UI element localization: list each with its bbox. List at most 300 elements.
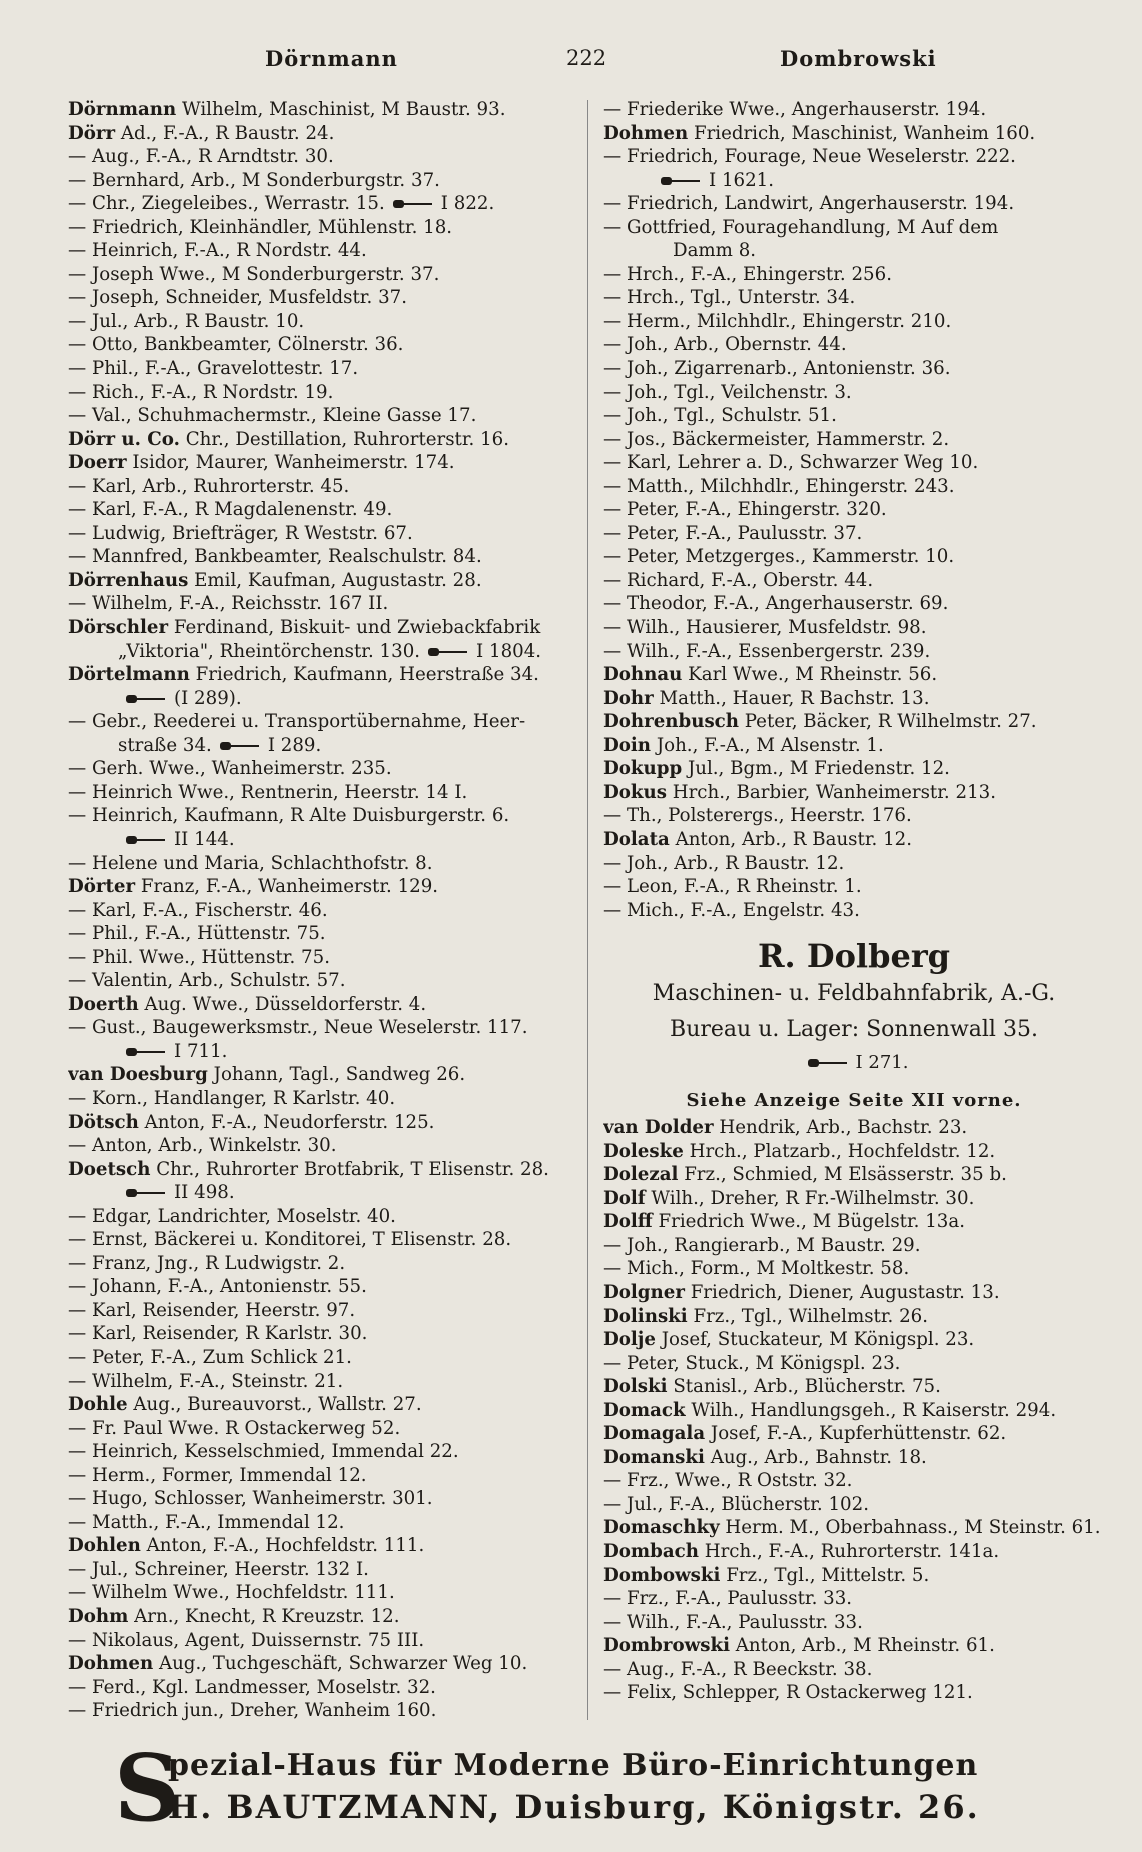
page-number: 222 (566, 46, 607, 70)
entry-text: — Peter, Stuck., M Königspl. 23. (603, 1352, 901, 1374)
entry-text: — Karl, F.-A., R Magdalenenstr. 49. (68, 499, 393, 521)
entry-text: Stanisl., Arb., Blücherstr. 75. (667, 1376, 941, 1398)
left-column (68, 98, 578, 1723)
directory-entry (68, 1063, 578, 1087)
entry-text: — Gerh. Wwe., Wanheimerstr. 235. (68, 758, 392, 780)
entry-text: — Karl, Reisender, R Karlstr. 30. (68, 1323, 368, 1345)
entry-text: Arn., Knecht, R Kreuzstr. 12. (128, 1606, 400, 1627)
entry-surname: Domanski (603, 1446, 705, 1468)
entry-text: Friedrich, Maschinist, Wanheim 160. (688, 122, 1036, 144)
directory-entry (68, 192, 578, 216)
directory-entry (68, 1652, 578, 1676)
entry-surname: Dohnau (603, 664, 683, 686)
entry-text: Herm. M., Oberbahnass., M Steinstr. 61. (719, 1517, 1101, 1539)
telephone-number: I 289. (267, 734, 322, 756)
entry-surname: Domack (603, 1399, 686, 1421)
entry-text: straße 34. (118, 734, 212, 756)
entry-surname: Dörschler (68, 617, 169, 639)
entry-text: Anton, F.-A., Hochfeldstr. 111. (140, 1535, 425, 1557)
directory-entry (68, 1370, 578, 1394)
directory-entry (68, 357, 578, 381)
entry-text: — Jos., Bäckermeister, Hammerstr. 2. (603, 428, 950, 450)
entry-surname: Doetsch (68, 1158, 151, 1180)
entry-surname: Dolje (603, 1329, 656, 1351)
telephone-number: II 498. (174, 1182, 235, 1204)
directory-entry (603, 1658, 1105, 1682)
directory-entry (603, 475, 1105, 499)
directory-entry (603, 1375, 1105, 1399)
entry-surname: Dokus (603, 781, 667, 803)
entry-text: Aug., Bureauvorst., Wallstr. 27. (127, 1394, 422, 1416)
telephone-number: I 1804. (476, 640, 542, 662)
entry-text: — Richard, F.-A., Oberstr. 44. (603, 569, 874, 591)
directory-entry (68, 1111, 578, 1135)
entry-text: — Phil., F.-A., Hüttenstr. 75. (68, 923, 326, 945)
ad-line-address: Bureau u. Lager: Sonnenwall 35. (670, 1017, 1038, 1043)
footer-initial: S (114, 1734, 181, 1842)
ad-title: R. Dolberg (757, 937, 951, 976)
directory-entry (68, 122, 578, 146)
directory-entry (603, 1516, 1105, 1540)
directory-entry (68, 1275, 578, 1299)
directory-entry (603, 1234, 1105, 1258)
directory-entry (68, 1629, 578, 1653)
entry-text: — Bernhard, Arb., M Sonderburgstr. 37. (68, 169, 440, 191)
entry-text: — Joh., Arb., R Baustr. 12. (603, 852, 845, 874)
directory-entry (68, 428, 578, 452)
entry-text: — Joh., Arb., Obernstr. 44. (603, 334, 847, 356)
directory-entry (68, 169, 578, 193)
directory-entry (68, 592, 578, 616)
directory-entry (68, 781, 578, 805)
entry-surname: Doin (603, 734, 652, 756)
directory-entry (603, 1611, 1105, 1635)
right-column-bottom-entries (603, 1116, 1105, 1705)
entry-text: — Herm., Former, Immendal 12. (68, 1464, 367, 1486)
entry-text: — Aug., F.-A., R Beeckstr. 38. (603, 1658, 873, 1680)
entry-text: — Otto, Bankbeamter, Cölnerstr. 36. (68, 334, 404, 356)
column-divider (587, 100, 588, 1720)
entry-text: — Joh., Zigarrenarb., Antonienstr. 36. (603, 358, 951, 380)
entry-text: — Gottfried, Fouragehandlung, M Auf dem (603, 216, 999, 238)
directory-entry (68, 263, 578, 287)
entry-surname: Doleske (603, 1140, 684, 1162)
directory-entry (603, 1352, 1105, 1376)
entry-text: — Wilhelm, F.-A., Reichsstr. 167 II. (68, 593, 389, 615)
entry-text: — Friederike Wwe., Angerhauserstr. 194. (603, 99, 987, 120)
directory-entry (68, 1181, 578, 1205)
entry-text: Aug., Arb., Bahnstr. 18. (704, 1446, 927, 1468)
entry-surname: Dörtelmann (68, 664, 190, 686)
entry-text: — Wilh., F.-A., Essenbergerstr. 239. (603, 640, 931, 662)
entry-text: — Ferd., Kgl. Landmesser, Moselstr. 32. (68, 1676, 436, 1698)
entry-text: — Th., Polsterergs., Heerstr. 176. (603, 805, 912, 827)
entry-text: — Val., Schuhmachermstr., Kleine Gasse 17. (68, 405, 477, 427)
ad-line-company: Maschinen- u. Feldbahnfabrik, A.-G. (652, 981, 1056, 1007)
entry-text: — Korn., Handlanger, R Karlstr. 40. (68, 1087, 396, 1109)
entry-text: — Heinrich, Kaufmann, R Alte Duisburgerstr. 6. (68, 805, 510, 827)
entry-text: — Matth., Milchhdlr., Ehingerstr. 243. (603, 475, 955, 497)
header-left-guide-word: Dörnmann (265, 46, 398, 71)
telephone-number: I 1621. (709, 169, 775, 191)
entry-text: Hendrik, Arb., Bachstr. 23. (713, 1117, 968, 1139)
entry-text: Hrch., F.-A., Ruhrorterstr. 141a. (698, 1540, 1000, 1562)
directory-entry (68, 1346, 578, 1370)
directory-entry (603, 781, 1105, 805)
directory-entry (68, 545, 578, 569)
entry-surname: Dolinski (603, 1305, 688, 1327)
entry-text: Johann, Tagl., Sandweg 26. (207, 1064, 466, 1086)
entry-text: — Peter, Metzgerges., Kammerstr. 10. (603, 546, 955, 568)
telephone-icon (126, 1046, 168, 1058)
entry-text: — Peter, F.-A., Ehingerstr. 320. (603, 499, 887, 521)
entry-text: — Jul., Schreiner, Heerstr. 132 I. (68, 1558, 369, 1580)
entry-text: — Franz, Jng., R Ludwigstr. 2. (68, 1252, 346, 1274)
telephone-icon (428, 646, 470, 658)
entry-text: — Heinrich, Kesselschmied, Immendal 22. (68, 1441, 459, 1463)
entry-text: — Valentin, Arb., Schulstr. 57. (68, 970, 346, 992)
entry-text: — Nikolaus, Agent, Duissernstr. 75 III. (68, 1629, 425, 1651)
directory-entry (603, 286, 1105, 310)
directory-entry (68, 310, 578, 334)
telephone-icon (220, 740, 262, 752)
directory-entry (603, 1187, 1105, 1211)
entry-surname: Doerr (68, 452, 127, 474)
entry-surname: Dolgner (603, 1281, 685, 1303)
entry-text: — Karl, Arb., Ruhrorterstr. 45. (68, 475, 350, 497)
directory-entry (68, 969, 578, 993)
directory-entry (603, 1634, 1105, 1658)
entry-surname: Dohle (68, 1394, 128, 1416)
entry-text: Hrch., Platzarb., Hochfeldstr. 12. (683, 1140, 996, 1162)
directory-entry (603, 239, 1105, 263)
footer-line-1: pezial-Haus für Moderne Büro-Einrichtungen (168, 1748, 979, 1783)
footer-line-2: H. BAUTZMANN, Duisburg, Königstr. 26. (168, 1788, 980, 1826)
entry-text: Wilhelm, Maschinist, M Baustr. 93. (176, 99, 506, 120)
entry-surname: Doerth (68, 993, 139, 1015)
entry-text: — Peter, F.-A., Zum Schlick 21. (68, 1346, 352, 1368)
directory-entry (603, 1257, 1105, 1281)
entry-text: Ferdinand, Biskuit- und Zwiebackfabrik (168, 617, 541, 639)
directory-entry (603, 1140, 1105, 1164)
directory-entry (603, 875, 1105, 899)
directory-entry (603, 592, 1105, 616)
telephone-number: (I 289). (174, 687, 242, 709)
directory-entry (603, 1210, 1105, 1234)
entry-text: — Fr. Paul Wwe. R Ostackerweg 52. (68, 1417, 401, 1439)
entry-text: — Wilh., Hausierer, Musfeldstr. 98. (603, 617, 927, 639)
directory-entry (68, 1464, 578, 1488)
directory-entry (603, 333, 1105, 357)
directory-entry (68, 640, 578, 664)
telephone-number: I 822. (440, 193, 495, 215)
directory-entry (68, 1581, 578, 1605)
telephone-number: II 144. (174, 828, 235, 850)
entry-text: Anton, F.-A., Neudorferstr. 125. (138, 1111, 435, 1133)
directory-entry (68, 216, 578, 240)
directory-entry (603, 757, 1105, 781)
entry-text: Hrch., Barbier, Wanheimerstr. 213. (666, 781, 996, 803)
directory-entry (603, 404, 1105, 428)
entry-text: Anton, Arb., R Baustr. 12. (669, 828, 912, 850)
directory-entry (68, 1511, 578, 1535)
entry-text: — Anton, Arb., Winkelstr. 30. (68, 1135, 337, 1157)
directory-entry (603, 640, 1105, 664)
entry-text: — Karl, Reisender, Heerstr. 97. (68, 1299, 356, 1321)
directory-entry (68, 451, 578, 475)
directory-entry (603, 663, 1105, 687)
directory-entry (603, 310, 1105, 334)
directory-entry (603, 451, 1105, 475)
directory-entry (603, 1281, 1105, 1305)
entry-text: — Mannfred, Bankbeamter, Realschulstr. 84. (68, 546, 482, 568)
entry-text: — Friedrich, Landwirt, Angerhauserstr. 194. (603, 193, 1015, 215)
directory-entry (68, 1158, 578, 1182)
directory-entry (68, 852, 578, 876)
entry-surname: Dokupp (603, 758, 683, 780)
entry-text: — Joh., Rangierarb., M Baustr. 29. (603, 1234, 921, 1256)
entry-text: — Friedrich jun., Dreher, Wanheim 160. (68, 1700, 437, 1722)
directory-entry (68, 1558, 578, 1582)
directory-entry (603, 1422, 1105, 1446)
directory-entry (68, 1417, 578, 1441)
directory-entry (603, 804, 1105, 828)
entry-surname: Dohlen (68, 1535, 141, 1557)
entry-text: — Wilhelm Wwe., Hochfeldstr. 111. (68, 1582, 395, 1604)
entry-text: Frz., Schmied, M Elsässerstr. 35 b. (678, 1164, 1007, 1186)
entry-surname: Dolata (603, 828, 670, 850)
entry-surname: Dörr (68, 122, 116, 144)
directory-entry (603, 734, 1105, 758)
entry-text: — Rich., F.-A., R Nordstr. 19. (68, 381, 334, 403)
directory-entry (68, 404, 578, 428)
directory-entry (68, 522, 578, 546)
directory-entry (68, 875, 578, 899)
directory-entry (603, 122, 1105, 146)
telephone-icon (126, 834, 168, 846)
directory-entry (68, 1393, 578, 1417)
entry-text: — Karl, Lehrer a. D., Schwarzer Weg 10. (603, 452, 979, 474)
entry-text: — Phil., F.-A., Gravelottestr. 17. (68, 358, 359, 380)
directory-entry (603, 1540, 1105, 1564)
entry-text: Frz., Tgl., Mittelstr. 5. (720, 1564, 930, 1586)
entry-text: — Joseph Wwe., M Sonderburgerstr. 37. (68, 263, 440, 285)
entry-text: Franz, F.-A., Wanheimerstr. 129. (135, 876, 439, 898)
entry-text: Josef, F.-A., Kupferhüttenstr. 62. (705, 1423, 1007, 1445)
directory-entry (603, 545, 1105, 569)
directory-entry (603, 687, 1105, 711)
directory-entry (603, 899, 1105, 923)
entry-surname: van Doesburg (68, 1064, 208, 1086)
directory-entry (68, 663, 578, 687)
directory-entry (603, 710, 1105, 734)
directory-entry (603, 216, 1105, 240)
telephone-icon (126, 693, 168, 705)
entry-text: — Mich., F.-A., Engelstr. 43. (603, 899, 860, 921)
entry-text: Chr., Destillation, Ruhrorterstr. 16. (179, 428, 510, 450)
directory-entry (603, 498, 1105, 522)
entry-text: — Felix, Schlepper, R Ostackerweg 121. (603, 1682, 973, 1704)
directory-entry (603, 1116, 1105, 1140)
directory-entry (603, 522, 1105, 546)
entry-text: — Helene und Maria, Schlachthofstr. 8. (68, 852, 433, 874)
entry-text: Jul., Bgm., M Friedenstr. 12. (682, 758, 950, 780)
directory-entry (68, 1016, 578, 1040)
entry-surname: Domagala (603, 1423, 706, 1445)
directory-entry (68, 1605, 578, 1629)
directory-entry (603, 1564, 1105, 1588)
directory-entry (68, 993, 578, 1017)
directory-entry (603, 1305, 1105, 1329)
telephone-icon (808, 1057, 850, 1069)
entry-text: Aug. Wwe., Düsseldorferstr. 4. (138, 993, 427, 1015)
entry-text: — Heinrich, F.-A., R Nordstr. 44. (68, 240, 367, 262)
directory-entry (68, 1040, 578, 1064)
directory-entry (603, 98, 1105, 122)
entry-text: — Ludwig, Briefträger, R Weststr. 67. (68, 522, 413, 544)
entry-text: — Heinrich Wwe., Rentnerin, Heerstr. 14 I. (68, 781, 468, 803)
page-header (0, 46, 1142, 76)
entry-text: — Gebr., Reederei u. Transportübernahme, Heer- (68, 711, 526, 733)
entry-text: — Karl, F.-A., Fischerstr. 46. (68, 899, 328, 921)
directory-entry (68, 1699, 578, 1723)
entry-text: Emil, Kaufman, Augustastr. 28. (188, 569, 482, 591)
entry-surname: Dohr (603, 687, 654, 709)
ad-see-reference: Siehe Anzeige Seite XII vorne. (686, 1090, 1022, 1112)
directory-entry (68, 239, 578, 263)
directory-entry (68, 333, 578, 357)
entry-surname: Dörnmann (68, 99, 177, 120)
directory-entry (603, 428, 1105, 452)
directory-entry (603, 1681, 1105, 1705)
entry-text: Damm 8. (673, 240, 757, 262)
directory-entry (68, 922, 578, 946)
entry-text: „Viktoria", Rheintörchenstr. 130. (118, 640, 421, 662)
entry-text: — Hrch., Tgl., Unterstr. 34. (603, 287, 856, 309)
entry-text: — Wilhelm, F.-A., Steinstr. 21. (68, 1370, 344, 1392)
entry-text: Matth., Hauer, R Bachstr. 13. (653, 687, 930, 709)
entry-text: Friedrich, Diener, Augustastr. 13. (684, 1281, 1000, 1303)
entry-text: — Theodor, F.-A., Angerhauserstr. 69. (603, 593, 949, 615)
entry-surname: Dombrowski (603, 1635, 730, 1657)
directory-entry (68, 1252, 578, 1276)
entry-text: — Matth., F.-A., Immendal 12. (68, 1511, 345, 1533)
right-column (603, 98, 1105, 1705)
dolberg-advertisement (603, 936, 1105, 1116)
right-column-top-entries (603, 98, 1105, 922)
entry-text: — Joh., Tgl., Veilchenstr. 3. (603, 381, 852, 403)
directory-entry (603, 828, 1105, 852)
directory-entry (68, 616, 578, 640)
entry-text: — Mich., Form., M Moltkestr. 58. (603, 1258, 910, 1280)
ad-telephone (603, 1048, 1105, 1078)
directory-entry (68, 475, 578, 499)
entry-surname: Dolezal (603, 1164, 679, 1186)
entry-text: Wilh., Handlungsgeh., R Kaiserstr. 294. (685, 1399, 1057, 1421)
directory-entry (68, 734, 578, 758)
entry-text: Ad., F.-A., R Baustr. 24. (115, 122, 335, 144)
entry-text: — Hugo, Schlosser, Wanheimerstr. 301. (68, 1488, 433, 1510)
entry-text: — Frz., F.-A., Paulusstr. 33. (603, 1588, 853, 1610)
entry-text: — Leon, F.-A., R Rheinstr. 1. (603, 876, 862, 898)
entry-text: — Hrch., F.-A., Ehingerstr. 256. (603, 263, 892, 285)
directory-entry (68, 381, 578, 405)
entry-text: — Chr., Ziegeleibes., Werrastr. 15. (68, 193, 385, 215)
entry-text: — Joseph, Schneider, Musfeldstr. 37. (68, 287, 407, 309)
entry-text: — Frz., Wwe., R Oststr. 32. (603, 1470, 853, 1492)
directory-entry (603, 145, 1105, 169)
directory-entry (603, 1446, 1105, 1470)
directory-entry (603, 357, 1105, 381)
directory-entry (68, 710, 578, 734)
entry-text: Aug., Tuchgeschäft, Schwarzer Weg 10. (153, 1653, 528, 1675)
directory-entry (68, 1228, 578, 1252)
entry-text: — Wilh., F.-A., Paulusstr. 33. (603, 1611, 863, 1633)
entry-surname: Dolski (603, 1376, 668, 1398)
directory-entry (68, 569, 578, 593)
entry-text: — Herm., Milchhdlr., Ehingerstr. 210. (603, 310, 952, 332)
telephone-icon (126, 1187, 168, 1199)
directory-entry (68, 1676, 578, 1700)
directory-entry (68, 498, 578, 522)
directory-entry (68, 1299, 578, 1323)
entry-text: Frz., Tgl., Wilhelmstr. 26. (687, 1305, 929, 1327)
telephone-icon (661, 175, 703, 187)
entry-text: — Peter, F.-A., Paulusstr. 37. (603, 522, 863, 544)
directory-entry (68, 899, 578, 923)
directory-entry (603, 1163, 1105, 1187)
entry-surname: Dohrenbusch (603, 711, 739, 733)
entry-text: Friedrich Wwe., M Bügelstr. 13a. (652, 1211, 965, 1233)
directory-entry (603, 1328, 1105, 1352)
directory-entry (603, 192, 1105, 216)
directory-entry (68, 286, 578, 310)
directory-entry (68, 1440, 578, 1464)
directory-entry (603, 852, 1105, 876)
telephone-icon (393, 198, 435, 210)
entry-surname: Dohm (68, 1606, 129, 1627)
entry-surname: Dörrenhaus (68, 569, 189, 591)
directory-entry (603, 381, 1105, 405)
directory-entry (68, 1205, 578, 1229)
entry-text: Anton, Arb., M Rheinstr. 61. (729, 1635, 995, 1657)
directory-entry (68, 828, 578, 852)
directory-entry (68, 1134, 578, 1158)
directory-entry (603, 1399, 1105, 1423)
ad-telephone-number: I 271. (855, 1052, 909, 1074)
entry-text: Josef, Stuckateur, M Königspl. 23. (655, 1329, 975, 1351)
entry-surname: Dombach (603, 1540, 699, 1562)
directory-entry (68, 1322, 578, 1346)
directory-entry (603, 1493, 1105, 1517)
entry-text: Wilh., Dreher, R Fr.-Wilhelmstr. 30. (645, 1187, 975, 1209)
entry-text: Karl Wwe., M Rheinstr. 56. (682, 664, 938, 686)
entry-surname: van Dolder (603, 1117, 714, 1139)
header-right-guide-word: Dombrowski (780, 46, 937, 71)
entry-text: Friedrich, Kaufmann, Heerstraße 34. (189, 664, 539, 686)
directory-entry (603, 569, 1105, 593)
entry-surname: Dohmen (68, 1653, 154, 1675)
entry-text: Chr., Ruhrorter Brotfabrik, T Elisenstr. 28. (150, 1158, 549, 1180)
entry-surname: Dörr u. Co. (68, 428, 180, 450)
directory-entry (68, 804, 578, 828)
directory-entry (603, 1587, 1105, 1611)
directory-entry (68, 1534, 578, 1558)
telephone-number: I 711. (174, 1040, 228, 1062)
directory-entry (603, 1469, 1105, 1493)
entry-text: — Phil. Wwe., Hüttenstr. 75. (68, 946, 330, 968)
entry-text: — Ernst, Bäckerei u. Konditorei, T Elisenstr. 28. (68, 1229, 512, 1251)
